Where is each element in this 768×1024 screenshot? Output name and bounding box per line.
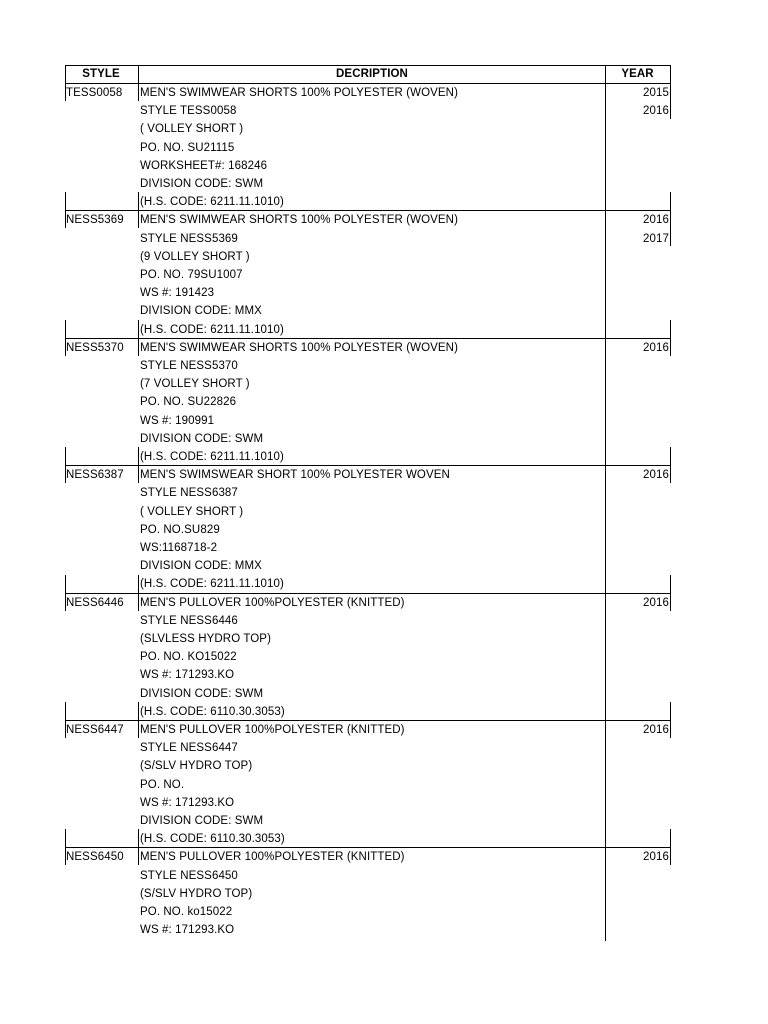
description-line: ( VOLLEY SHORT ): [140, 123, 244, 136]
style-code: NESS6447: [66, 724, 124, 736]
description-line: (S/SLV HYDRO TOP): [140, 887, 253, 900]
year-left-border: [605, 593, 606, 720]
style-left-border: [65, 720, 66, 738]
description-line: STYLE NESS6446: [140, 614, 238, 627]
right-border: [670, 847, 671, 865]
year-left-border: [605, 847, 606, 941]
description-line: DIVISION CODE: SWM: [140, 432, 264, 445]
description-line: WS #: 190991: [140, 414, 215, 427]
description-line: PO. NO. ko15022: [140, 906, 233, 918]
description-line: WORKSHEET#: 168246: [140, 159, 268, 172]
header-bottom-border: [65, 83, 671, 84]
row-separator: [65, 338, 671, 339]
description-line: (9 VOLLEY SHORT ): [140, 250, 250, 263]
description-line: MEN'S SWIMSWEAR SHORT 100% POLYESTER WOVEN: [140, 469, 450, 482]
description-line: MEN'S PULLOVER 100%POLYESTER (KNITTED): [140, 724, 405, 736]
style-right-border: [138, 210, 139, 228]
description-line: (H.S. CODE: 6110.30.3053): [140, 833, 285, 846]
style-left-border: [65, 192, 66, 210]
style-left-border: [65, 465, 66, 483]
description-line: DIVISION CODE: SWM: [140, 815, 264, 827]
year-value: 2016: [643, 851, 669, 864]
row-separator: [65, 847, 671, 848]
description-line: STYLE NESS6450: [140, 869, 238, 882]
header-left-border: [65, 65, 66, 83]
header-description: DECRIPTION: [336, 68, 408, 80]
right-border: [670, 575, 671, 593]
style-left-border: [65, 338, 66, 356]
style-left-border: [65, 847, 66, 865]
description-line: WS #: 171293.KO: [140, 796, 235, 809]
description-line: (H.S. CODE: 6211.11.1010): [140, 451, 284, 463]
description-line: DIVISION CODE: MMX: [140, 560, 262, 573]
style-code: NESS6446: [66, 596, 124, 609]
style-left-border: [65, 320, 66, 338]
description-line: (SLVLESS HYDRO TOP): [140, 633, 271, 645]
style-left-border: [65, 702, 66, 720]
description-line: PO. NO. KO15022: [140, 651, 237, 664]
header-divider-2: [605, 65, 606, 83]
row-separator: [65, 465, 671, 466]
header-style: STYLE: [82, 68, 120, 80]
style-code: NESS5370: [66, 341, 124, 354]
description-line: PO. NO.: [140, 778, 185, 791]
style-code: NESS6450: [66, 851, 124, 864]
description-line: DIVISION CODE: MMX: [140, 305, 262, 318]
style-right-border: [138, 447, 139, 465]
description-line: STYLE NESS6387: [140, 487, 238, 500]
description-line: (H.S. CODE: 6211.11.1010): [140, 323, 284, 336]
style-right-border: [138, 702, 139, 720]
style-code: NESS5369: [66, 214, 124, 227]
description-line: STYLE NESS6447: [140, 742, 238, 755]
header-right-border: [670, 65, 671, 83]
year-left-border: [605, 210, 606, 338]
right-border: [670, 210, 671, 246]
description-line: (H.S. CODE: 6211.11.1010): [140, 578, 284, 591]
year-value: 2016: [643, 105, 669, 118]
description-line: STYLE TESS0058: [140, 105, 237, 118]
description-line: PO. NO. 79SU1007: [140, 269, 243, 281]
row-separator: [65, 593, 671, 594]
style-right-border: [138, 575, 139, 593]
year-value: 2016: [643, 214, 669, 227]
row-separator: [65, 720, 671, 721]
header-top-border: [65, 65, 671, 66]
style-right-border: [138, 465, 139, 483]
row-separator: [65, 210, 671, 211]
style-right-border: [138, 829, 139, 847]
style-code: NESS6387: [66, 469, 124, 482]
style-right-border: [138, 320, 139, 338]
style-left-border: [65, 210, 66, 228]
style-code: TESS0058: [66, 87, 123, 99]
description-line: MEN'S SWIMWEAR SHORTS 100% POLYESTER (WOVEN): [140, 341, 458, 354]
description-line: ( VOLLEY SHORT ): [140, 505, 244, 518]
year-value: 2016: [643, 596, 669, 609]
style-right-border: [138, 593, 139, 611]
style-right-border: [138, 83, 139, 101]
style-right-border: [138, 338, 139, 356]
description-line: DIVISION CODE: SWM: [140, 687, 264, 700]
style-right-border: [138, 192, 139, 210]
style-left-border: [65, 575, 66, 593]
description-line: PO. NO. SU21115: [140, 141, 235, 154]
style-left-border: [65, 447, 66, 465]
year-left-border: [605, 338, 606, 465]
right-border: [670, 192, 671, 210]
year-left-border: [605, 83, 606, 210]
style-right-border: [138, 720, 139, 738]
description-line: DIVISION CODE: SWM: [140, 178, 264, 190]
description-line: MEN'S PULLOVER 100%POLYESTER (KNITTED): [140, 851, 405, 864]
year-value: 2016: [643, 469, 669, 482]
description-line: STYLE NESS5369: [140, 232, 238, 245]
right-border: [670, 593, 671, 611]
year-value: 2015: [643, 87, 669, 99]
right-border: [670, 702, 671, 720]
description-line: WS #: 171293.KO: [140, 669, 235, 682]
header-year: YEAR: [621, 68, 654, 80]
right-border: [670, 829, 671, 847]
right-border: [670, 320, 671, 338]
style-left-border: [65, 593, 66, 611]
year-left-border: [605, 465, 606, 593]
year-value: 2016: [643, 724, 669, 736]
year-value: 2016: [643, 341, 669, 354]
description-line: PO. NO. SU22826: [140, 396, 237, 409]
description-line: WS #: 171293.KO: [140, 924, 235, 937]
description-line: MEN'S SWIMWEAR SHORTS 100% POLYESTER (WOVEN): [140, 87, 458, 99]
description-line: STYLE NESS5370: [140, 360, 238, 372]
right-border: [670, 83, 671, 119]
description-line: WS #: 191423: [140, 287, 215, 300]
year-value: 2017: [643, 232, 669, 245]
description-line: (S/SLV HYDRO TOP): [140, 760, 253, 773]
description-line: PO. NO.SU829: [140, 523, 220, 536]
style-left-border: [65, 829, 66, 847]
header-divider-1: [138, 65, 139, 83]
description-line: MEN'S SWIMWEAR SHORTS 100% POLYESTER (WOVEN): [140, 214, 458, 227]
right-border: [670, 338, 671, 356]
right-border: [670, 720, 671, 738]
description-line: (H.S. CODE: 6110.30.3053): [140, 705, 285, 718]
description-line: MEN'S PULLOVER 100%POLYESTER (KNITTED): [140, 596, 405, 609]
style-left-border: [65, 83, 66, 101]
description-line: (H.S. CODE: 6211.11.1010): [140, 196, 284, 209]
style-right-border: [138, 847, 139, 865]
description-line: (7 VOLLEY SHORT ): [140, 378, 250, 391]
description-line: WS:1168718-2: [140, 542, 218, 554]
right-border: [670, 465, 671, 483]
year-left-border: [605, 720, 606, 847]
right-border: [670, 447, 671, 465]
